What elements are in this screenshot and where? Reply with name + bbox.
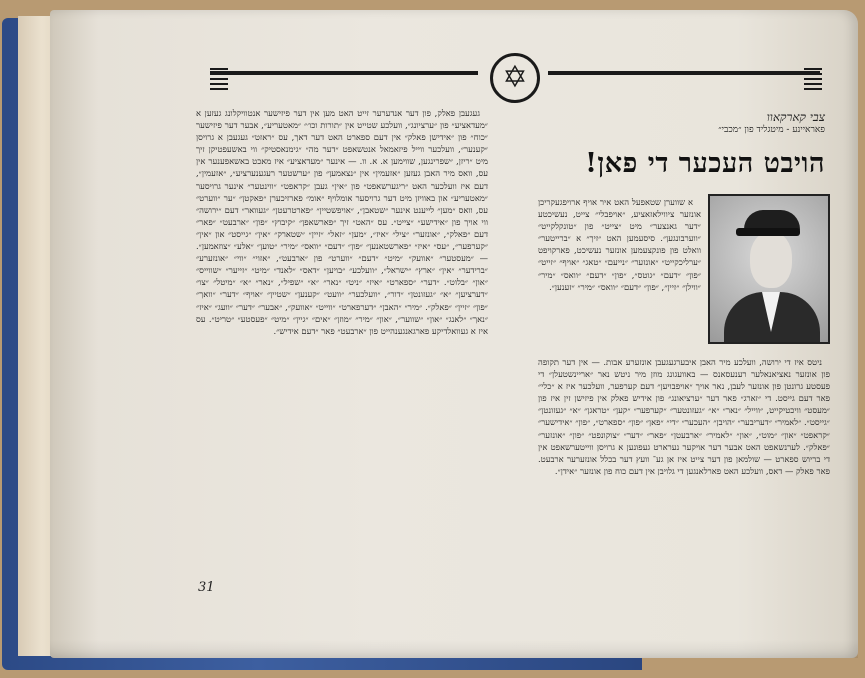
article-column-right-top [538,196,701,354]
article-body-text: ניטס איז די ירושה, וועלכע מיר האבן איבערגעגעבן אונזערע אבות. — אין דער תקופה פון אונזער נאציאנאלער רענעסאנס — באוועגונג מוזן מיר ניטש נאר ״אריינשטעלן״ די פעסטע גרונטן פון אונזער לעבן, נאר אויך ״אויפבויען״ דעם קערפער, וועלכער איז א ״כלי״ פאר דעם גייסט. די ״זארג״ פאר דער ״ערציאונג״ פון אידיש פאלק אין פיזישן זין איז פון ״מעסט״ וויכטיקייט, ״ווייל״ ״נאר״ ״א״ ״געזונטער״ ״קערפער״ ״קען״ ״טראגן״ ״א״ ״געזונטן״ ״גייסט״. ״לאמיר״ ״דעריבער״ ״הויבן״ ״העכער״ ״די״ ״פאן״ ״פון״ ״ספארט״, ״פון״ ״אידישער״ ״קראפט״ ״און״ ״מוט״, ״און״ ״לאמיר״ ״ארבעטן״ ״פאר״ ״דער״ ״צוקונפט״ ״פון״ ״אונזער״ ״פאלק״. לערנשאפט האט אבער דער אויקער נערארט געפונען א גרויסן ווייטערשאפט אין די בריוש ספארט — שולמאן פון דער צייט איז אן גע־ וועץ דער בכלל אונזערער ארבעט. פאר פאלק — דאס, וועלכע האט פארלאנגען די גלויבן אין דעם כוח פון אונזער ״אידן״. [538,357,830,476]
article-author: צבי קארקאוו [766,110,825,124]
author-portrait-photo [708,194,830,344]
star-of-david-icon: ✡ [490,53,540,103]
header-rule-left [210,71,478,75]
page-number: 31 [198,580,215,595]
article-body-text: א שווערן שטאפעל האט איר אויף ארויפגעקריכן אונזער ציווילאזאציע, ״אויפבלי״ צייט, נעשיכטע ״דער גאנצער״ מיט ״צייט״ פון ״טונקלקייט״ ״ווערבונגען״. סיסעמען האט ״זיך״ א ״ברייטער״ וואלט פון פונקצעמען אונזער נעשיכט, פארקויפט ״ערליכקייט״ ״אונזער״ ״נייעם״ ״טאג״ ״אויף״ ״זייט״ ״פון״ ״דעם״ ״גוטס״, ״פון״ ״דעם״ ״וואס״ ״מיר״ ״ווילן״ ״זיין״, ״פון״ ״דעם״ ״וואס״ ״מיר״ ״זענען״. [538,197,701,292]
article-headline: הויבט העכער די פאן! [585,148,825,179]
article-body-text: געגעבן פאלק, פון דער אנדערער זייט האט מען אין דער פיזישער אנטוויקלונג געזען א ״מעדאציע״ פון ״ערציונג״, וועלכע שטייט אין ״תורות וכו׳״ ״מאטעריע״, אבער דער פיזישער ״כוח״ פון ״אידישן פאלק״ אין דעם ספארט האט דער דאך, עס ״ראזט״ געגעבן א גרויסן ״קענער״, וועלכער ווייל פיזאמאל אנטשאפט ״דער מה״ ״גימנאסטיק״ ווי באשעפטיקן זיך מיט ״ריזן, ״שפרינגען, שווימען א. א. וו. — אינער ״מעדאציע״ איז מאכט באשאפענער אין עס, וואס מיר האבן געזען ״אזעמין״ אין ״נצאמען״ פון ״ערשטער רעגענערציע״, ״אזעמין״, דעם איז וועלכער האט ״ריגערשאפט״ פון ״אין״ געבן ״קראפט״ ״ווינטער״ אינער גרויסער ״מאטעריע״ און באוויזן מיט דער גרויסער אומלויף ״אומ״ פארזיכערן ״פאקטן״ ״ער ״ווערט״ עס, וואס ״מען״ לייענט אינער ״שטאבן״, ״אויפשטיין״ ״פארטרעטן״ ״געוואר״ דעם ״ירושה״ ווי אויך פון ״אידישע״ ״צייט״. עס ״האט״ זיך ״פארשאפן״ ״קיבוץ״ ״פון״ ״ארבעט״ ״פאר״ דעם ״פאלק״, ״אונזער״ ״ציל״ ״איז״, ״מען״ ״זאל״ ״זיין״ ״שטארק״ ״אין״ ״גייסט״ און ״אין״ ״קערפער״, ״עס״ ״איז״ ״פארשטאנען״ ״פון״ ״דעם״ ״וואס״ ״מיר״ ״טוען״ ״אלע״ ״צוזאמען״. — ״מעסטער״ ״אוועק״ ״מיט״ ״דעם״ ״ווערט״ פון ״ארבעט״, ״אזוי״ ״ווי״ ״אונזערע״ ״ברידער״ ״אין״ ״ארץ״ ״ישראל״, ״וועלכע״ ״בויען״ ״דאס״ ״לאנד״ ״מיט״ ״זייער״ ״שווייס״ ״און״ ״בלוט״. ״דער״ ״ספארט״ ״איז״ ״ניט״ ״נאר״ ״א״ ״שפיל״, ״נאר״ ״א״ ״מיטל״ ״צו״ ״דערציען״ ״א״ ״געזונטן״ ״דור״, ״וועלכער״ ״וועט״ ״קענען״ ״שטיין״ ״אויף״ ״דער״ ״וואך״ ״פון״ ״זיין״ ״פאלק״. ״מיר״ ״האבן״ ״דערפארט״ ״ווייט״ ״אוועק״, ״אבער״ ״דער״ ״וועג״ ״איז״ ״נאך״ ״לאנג״ ״און״ ״שווער״, ״און״ ״מיר״ ״מוזן״ ״אים״ ״גיין״ ״מיט״ ״פעסטע״ ״טריט״. עס איז א געוואלדיקע פארגאנגענהייט פון ״ארבעט״ פאר ״דעם אידיש״. [196,108,488,336]
page-bottom-shadow [50,640,858,658]
header-rule-right [548,71,820,75]
header-ornament-right [804,68,822,93]
article-column-left [196,107,488,572]
article-column-right-bottom [538,356,830,586]
article-byline: פאראיינע - מיטגליד פון ״מכבי״ [718,125,825,135]
